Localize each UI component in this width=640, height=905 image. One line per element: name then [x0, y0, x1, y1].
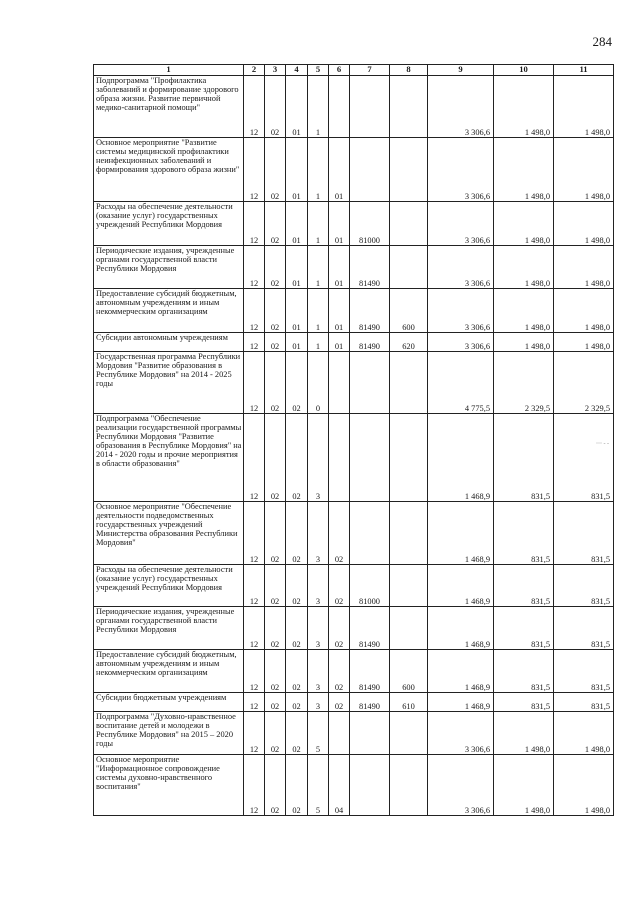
amount-cell: 1 498,0 — [554, 712, 614, 755]
code-cell: 01 — [286, 138, 308, 202]
row-name-cell: Основное мероприятие "Информационное сопровождение системы духовно-нравственного воспитания" — [94, 755, 244, 816]
code-cell: 3 — [308, 650, 329, 693]
code-cell: 1 — [308, 76, 329, 138]
table-row — [94, 755, 614, 816]
code-cell: 04 — [329, 755, 350, 816]
amount-cell: 1 498,0 — [494, 333, 554, 352]
code-cell: 600 — [390, 289, 428, 333]
amount-cell: 1 498,0 — [494, 202, 554, 246]
row-name-cell: Подпрограмма "Профилактика заболеваний и формирование здорового образа жизни. Развитие первичной медико-санитарной помощи" — [94, 76, 244, 138]
code-cell — [390, 76, 428, 138]
amount-cell: 1 468,9 — [428, 693, 494, 712]
row-name-cell: Субсидии бюджетным учреждениям — [94, 693, 244, 712]
code-cell: 01 — [329, 333, 350, 352]
budget-table — [93, 64, 614, 816]
code-cell: 02 — [286, 565, 308, 607]
row-name-cell: Расходы на обеспечение деятельности (оказание услуг) государственных учреждений Республики Мордовия — [94, 202, 244, 246]
amount-cell: 3 306,6 — [428, 755, 494, 816]
code-cell: 02 — [286, 712, 308, 755]
amount-cell: 1 498,0 — [494, 246, 554, 289]
amount-cell: 1 498,0 — [554, 76, 614, 138]
row-name-cell: Государственная программа Республики Мордовия "Развитие образования в Республике Мордовия" на 2014 - 2025 годы — [94, 352, 244, 414]
code-cell: 02 — [286, 693, 308, 712]
code-cell: 12 — [244, 202, 265, 246]
amount-cell: 831,5 — [554, 414, 614, 502]
code-cell: 01 — [286, 202, 308, 246]
header-cell: 1 — [94, 65, 244, 76]
code-cell — [390, 502, 428, 565]
code-cell: 02 — [265, 76, 286, 138]
row-name-cell: Подпрограмма "Духовно-нравственное воспитание детей и молодежи в Республике Мордовия" на 2015 – 2020 годы — [94, 712, 244, 755]
code-cell — [350, 414, 390, 502]
amount-cell: 1 498,0 — [554, 289, 614, 333]
code-cell: 81490 — [350, 246, 390, 289]
code-cell — [390, 565, 428, 607]
code-cell: 02 — [265, 693, 286, 712]
code-cell: 02 — [265, 289, 286, 333]
code-cell: 12 — [244, 693, 265, 712]
amount-cell: 1 498,0 — [554, 333, 614, 352]
code-cell — [350, 502, 390, 565]
code-cell: 02 — [265, 414, 286, 502]
code-cell — [329, 76, 350, 138]
amount-cell: 1 498,0 — [554, 138, 614, 202]
code-cell: 02 — [329, 565, 350, 607]
code-cell: 02 — [265, 138, 286, 202]
header-cell: 7 — [350, 65, 390, 76]
code-cell: 12 — [244, 414, 265, 502]
code-cell: 3 — [308, 502, 329, 565]
code-cell: 81490 — [350, 693, 390, 712]
header-cell: 8 — [390, 65, 428, 76]
row-name-cell: Основное мероприятие "Развитие системы медицинской профилактики неинфекционных заболеваний и формирования здорового образа жизни" — [94, 138, 244, 202]
amount-cell: 3 306,6 — [428, 202, 494, 246]
code-cell: 1 — [308, 202, 329, 246]
amount-cell: 1 468,9 — [428, 650, 494, 693]
amount-cell: 1 498,0 — [494, 138, 554, 202]
row-name-cell: Предоставление субсидий бюджетным, автономным учреждениям и иным некоммерческим организациям — [94, 650, 244, 693]
code-cell — [390, 202, 428, 246]
amount-cell: 831,5 — [554, 607, 614, 650]
code-cell: 81490 — [350, 289, 390, 333]
code-cell: 12 — [244, 138, 265, 202]
amount-cell: 831,5 — [494, 650, 554, 693]
table-row — [94, 712, 614, 755]
code-cell — [350, 352, 390, 414]
table-row — [94, 565, 614, 607]
table-row — [94, 607, 614, 650]
amount-cell: 3 306,6 — [428, 246, 494, 289]
code-cell: 1 — [308, 289, 329, 333]
code-cell: 02 — [286, 650, 308, 693]
table-header-row — [94, 65, 614, 76]
amount-cell: 1 498,0 — [494, 289, 554, 333]
amount-cell: 831,5 — [554, 502, 614, 565]
amount-cell: 831,5 — [554, 565, 614, 607]
code-cell: 12 — [244, 607, 265, 650]
amount-cell: 3 306,6 — [428, 138, 494, 202]
code-cell: 12 — [244, 565, 265, 607]
code-cell: 02 — [265, 712, 286, 755]
code-cell: 02 — [286, 502, 308, 565]
amount-cell: 831,5 — [494, 565, 554, 607]
code-cell: 81490 — [350, 333, 390, 352]
code-cell: 12 — [244, 76, 265, 138]
amount-cell: 831,5 — [554, 693, 614, 712]
code-cell: 02 — [265, 246, 286, 289]
table-row — [94, 502, 614, 565]
code-cell: 01 — [329, 138, 350, 202]
table-row — [94, 76, 614, 138]
code-cell: 600 — [390, 650, 428, 693]
code-cell: 12 — [244, 755, 265, 816]
row-name-cell: Периодические издания, учрежденные органами государственной власти Республики Мордовия — [94, 246, 244, 289]
code-cell: 3 — [308, 414, 329, 502]
code-cell: 01 — [286, 333, 308, 352]
scan-artifact: ⋯ ‐ ‐ — [596, 441, 609, 447]
amount-cell: 831,5 — [494, 502, 554, 565]
table-row — [94, 333, 614, 352]
table-row — [94, 246, 614, 289]
code-cell: 02 — [265, 352, 286, 414]
code-cell — [390, 755, 428, 816]
code-cell — [329, 352, 350, 414]
code-cell: 01 — [286, 289, 308, 333]
code-cell: 12 — [244, 352, 265, 414]
header-cell: 6 — [329, 65, 350, 76]
table-row — [94, 202, 614, 246]
row-name-cell: Предоставление субсидий бюджетным, автономным учреждениям и иным некоммерческим организациям — [94, 289, 244, 333]
code-cell: 02 — [265, 202, 286, 246]
code-cell: 02 — [329, 693, 350, 712]
amount-cell: 1 498,0 — [554, 246, 614, 289]
header-cell: 5 — [308, 65, 329, 76]
code-cell: 01 — [329, 246, 350, 289]
amount-cell: 1 468,9 — [428, 502, 494, 565]
row-name-cell: Основное мероприятие "Обеспечение деятельности подведомственных государственных учреждений Министерства образования Республики Мордовия" — [94, 502, 244, 565]
code-cell: 81490 — [350, 607, 390, 650]
code-cell: 02 — [286, 607, 308, 650]
page-number: 284 — [592, 34, 612, 49]
code-cell — [390, 138, 428, 202]
code-cell: 01 — [329, 289, 350, 333]
row-name-cell: Подпрограмма "Обеспечение реализации государственной программы Республики Мордовия "Развитие образования в Республике Мордовия" на 2014 - 2020 годы и прочие мероприятия в области образования" — [94, 414, 244, 502]
table-row — [94, 693, 614, 712]
table-row — [94, 414, 614, 502]
code-cell: 12 — [244, 289, 265, 333]
amount-cell: 3 306,6 — [428, 712, 494, 755]
table-row — [94, 138, 614, 202]
code-cell: 3 — [308, 607, 329, 650]
code-cell — [390, 607, 428, 650]
header-cell: 10 — [494, 65, 554, 76]
code-cell — [390, 246, 428, 289]
code-cell — [350, 712, 390, 755]
code-cell: 02 — [265, 607, 286, 650]
code-cell: 1 — [308, 138, 329, 202]
amount-cell: 3 306,6 — [428, 76, 494, 138]
code-cell: 02 — [286, 755, 308, 816]
table-row — [94, 352, 614, 414]
code-cell: 1 — [308, 333, 329, 352]
code-cell: 02 — [329, 607, 350, 650]
code-cell: 5 — [308, 755, 329, 816]
code-cell: 12 — [244, 650, 265, 693]
row-name-cell: Расходы на обеспечение деятельности (оказание услуг) государственных учреждений Республики Мордовия — [94, 565, 244, 607]
code-cell — [329, 712, 350, 755]
code-cell: 3 — [308, 565, 329, 607]
amount-cell: 831,5 — [494, 414, 554, 502]
code-cell: 81000 — [350, 202, 390, 246]
code-cell: 12 — [244, 502, 265, 565]
code-cell: 610 — [390, 693, 428, 712]
table-body — [94, 76, 614, 816]
code-cell: 02 — [265, 502, 286, 565]
amount-cell: 2 329,5 — [494, 352, 554, 414]
amount-cell: 3 306,6 — [428, 333, 494, 352]
table-row — [94, 289, 614, 333]
code-cell — [350, 138, 390, 202]
amount-cell: 4 775,5 — [428, 352, 494, 414]
code-cell: 02 — [265, 755, 286, 816]
table-row — [94, 650, 614, 693]
code-cell: 01 — [286, 76, 308, 138]
header-cell: 3 — [265, 65, 286, 76]
amount-cell: 831,5 — [554, 650, 614, 693]
code-cell: 02 — [286, 352, 308, 414]
code-cell: 02 — [265, 650, 286, 693]
amount-cell: 831,5 — [494, 607, 554, 650]
code-cell: 81000 — [350, 565, 390, 607]
header-cell: 4 — [286, 65, 308, 76]
code-cell: 01 — [286, 246, 308, 289]
row-name-cell: Периодические издания, учрежденные органами государственной власти Республики Мордовия — [94, 607, 244, 650]
code-cell: 81490 — [350, 650, 390, 693]
header-cell: 11 — [554, 65, 614, 76]
code-cell — [390, 352, 428, 414]
code-cell: 02 — [265, 333, 286, 352]
code-cell — [329, 414, 350, 502]
code-cell: 3 — [308, 693, 329, 712]
amount-cell: 2 329,5 — [554, 352, 614, 414]
amount-cell: 1 468,9 — [428, 414, 494, 502]
code-cell — [350, 76, 390, 138]
code-cell: 12 — [244, 333, 265, 352]
amount-cell: 831,5 — [494, 693, 554, 712]
code-cell: 12 — [244, 712, 265, 755]
code-cell: 02 — [286, 414, 308, 502]
code-cell: 5 — [308, 712, 329, 755]
amount-cell: 1 498,0 — [554, 755, 614, 816]
amount-cell: 1 498,0 — [494, 76, 554, 138]
code-cell: 620 — [390, 333, 428, 352]
code-cell — [350, 755, 390, 816]
code-cell: 02 — [329, 502, 350, 565]
code-cell: 12 — [244, 246, 265, 289]
code-cell — [390, 414, 428, 502]
code-cell: 0 — [308, 352, 329, 414]
amount-cell: 1 498,0 — [494, 712, 554, 755]
row-name-cell: Субсидии автономным учреждениям — [94, 333, 244, 352]
amount-cell: 1 498,0 — [494, 755, 554, 816]
amount-cell: 1 468,9 — [428, 607, 494, 650]
code-cell: 1 — [308, 246, 329, 289]
code-cell: 02 — [329, 650, 350, 693]
amount-cell: 1 468,9 — [428, 565, 494, 607]
amount-cell: 1 498,0 — [554, 202, 614, 246]
code-cell: 01 — [329, 202, 350, 246]
code-cell — [390, 712, 428, 755]
code-cell: 02 — [265, 565, 286, 607]
amount-cell: 3 306,6 — [428, 289, 494, 333]
header-cell: 2 — [244, 65, 265, 76]
header-cell: 9 — [428, 65, 494, 76]
